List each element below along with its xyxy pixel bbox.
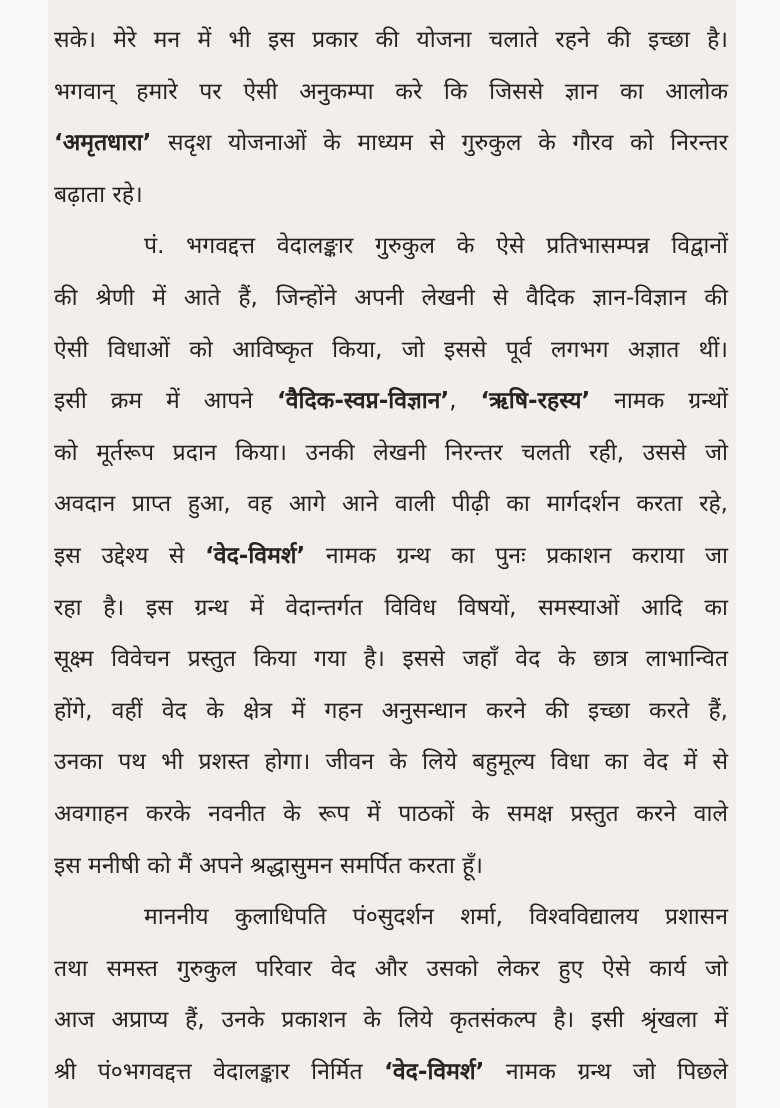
text-line: [54, 841, 728, 893]
body-text: होंगे, वहीं वेद के क्षेत्र में गहन अनुसन्धान करने की इच्छा करते हैं,: [54, 697, 728, 724]
text-line: [54, 737, 728, 789]
bold-title-text: ‘ऋषि-रहस्य’: [480, 388, 591, 415]
text-line: [54, 995, 728, 1047]
body-text: सदृश योजनाओं के माध्यम से गुरुकुल के गौरव को निरन्तर: [151, 130, 728, 157]
body-text: पं. भगवद्दत्त वेदालङ्कार गुरुकुल के ऐसे प्रतिभासम्पन्न विद्वानों: [144, 233, 728, 260]
body-text: सूक्ष्म विवेचन प्रस्तुत किया गया है। इससे जहाँ वेद के छात्र लाभान्वित: [54, 646, 728, 673]
body-text: माननीय कुलाधिपति पं०सुदर्शन शर्मा, विश्वविद्यालय प्रशासन: [144, 904, 728, 931]
text-line: [54, 583, 728, 635]
text-line: [54, 273, 728, 325]
body-text: इस उद्देश्य से: [54, 542, 206, 569]
body-text: ऐसी विधाओं को आविष्कृत किया, जो इससे पूर्व लगभग अज्ञात थीं।: [54, 336, 728, 363]
bold-title-text: ‘वेद-विमर्श’: [384, 1058, 485, 1085]
body-text: इस मनीषी को मैं अपने श्रद्धासुमन समर्पित करता हूँ।: [54, 852, 484, 879]
body-text: इसी क्रम में आपने: [54, 388, 277, 415]
text-line: [54, 67, 728, 119]
body-text: नामक ग्रन्थ जो पिछले: [484, 1058, 728, 1085]
text-line: [54, 15, 728, 67]
body-text: उनका पथ भी प्रशस्त होगा। जीवन के लिये बहुमूल्य विधा का वेद में से: [54, 749, 728, 776]
text-line: [54, 944, 728, 996]
body-text: आज अप्राप्य हैं, उनके प्रकाशन के लिये कृतसंकल्प है। इसी श्रृंखला में: [54, 1007, 728, 1034]
body-text: नामक ग्रन्थों: [590, 388, 728, 415]
text-line: [54, 479, 728, 531]
body-text: भगवान् हमारे पर ऐसी अनुकम्पा करे कि जिससे ज्ञान का आलोक: [54, 78, 728, 105]
bold-title-text: ‘वैदिक-स्वप्न-विज्ञान’: [276, 388, 450, 415]
bold-title-text: ‘अमृतधारा’: [54, 130, 152, 157]
page-body-text: [54, 15, 728, 1098]
text-line: [54, 531, 728, 583]
body-text: सके। मेरे मन में भी इस प्रकार की योजना चलाते रहने की इच्छा है।: [54, 27, 728, 53]
body-text: तथा समस्त गुरुकुल परिवार वेद और उसको लेकर हुए ऐसे कार्य जो: [54, 955, 728, 982]
text-line: [54, 170, 728, 222]
text-line: [54, 325, 728, 377]
body-text: अवगाहन करके नवनीत के रूप में पाठकों के समक्ष प्रस्तुत करने वाले: [54, 800, 728, 827]
body-text: को मूर्तरूप प्रदान किया। उनकी लेखनी निरन्तर चलती रही, उससे जो: [54, 439, 728, 466]
body-text: अवदान प्राप्त हुआ, वह आगे आने वाली पीढ़ी का मार्गदर्शन करता रहे,: [54, 491, 728, 518]
bold-title-text: ‘वेद-विमर्श’: [205, 542, 306, 569]
text-line: [54, 221, 728, 273]
text-line: [54, 428, 728, 480]
body-text: ,: [449, 388, 481, 415]
text-line: [54, 789, 728, 841]
text-line: [54, 892, 728, 944]
body-text: श्री पं०भगवद्दत्त वेदालङ्कार निर्मित: [54, 1058, 385, 1085]
body-text: बढ़ाता रहे।: [54, 181, 143, 208]
text-line: [54, 686, 728, 738]
body-text: की श्रेणी में आते हैं, जिन्होंने अपनी लेखनी से वैदिक ज्ञान-विज्ञान की: [54, 284, 728, 311]
text-line: [54, 118, 728, 170]
body-text: रहा है। इस ग्रन्थ में वेदान्तर्गत विविध विषयों, समस्याओं आदि का: [54, 594, 728, 621]
text-line: [54, 376, 728, 428]
body-text: नामक ग्रन्थ का पुनः प्रकाशन कराया जा: [305, 542, 728, 569]
text-line: [54, 1047, 728, 1099]
text-line: [54, 634, 728, 686]
